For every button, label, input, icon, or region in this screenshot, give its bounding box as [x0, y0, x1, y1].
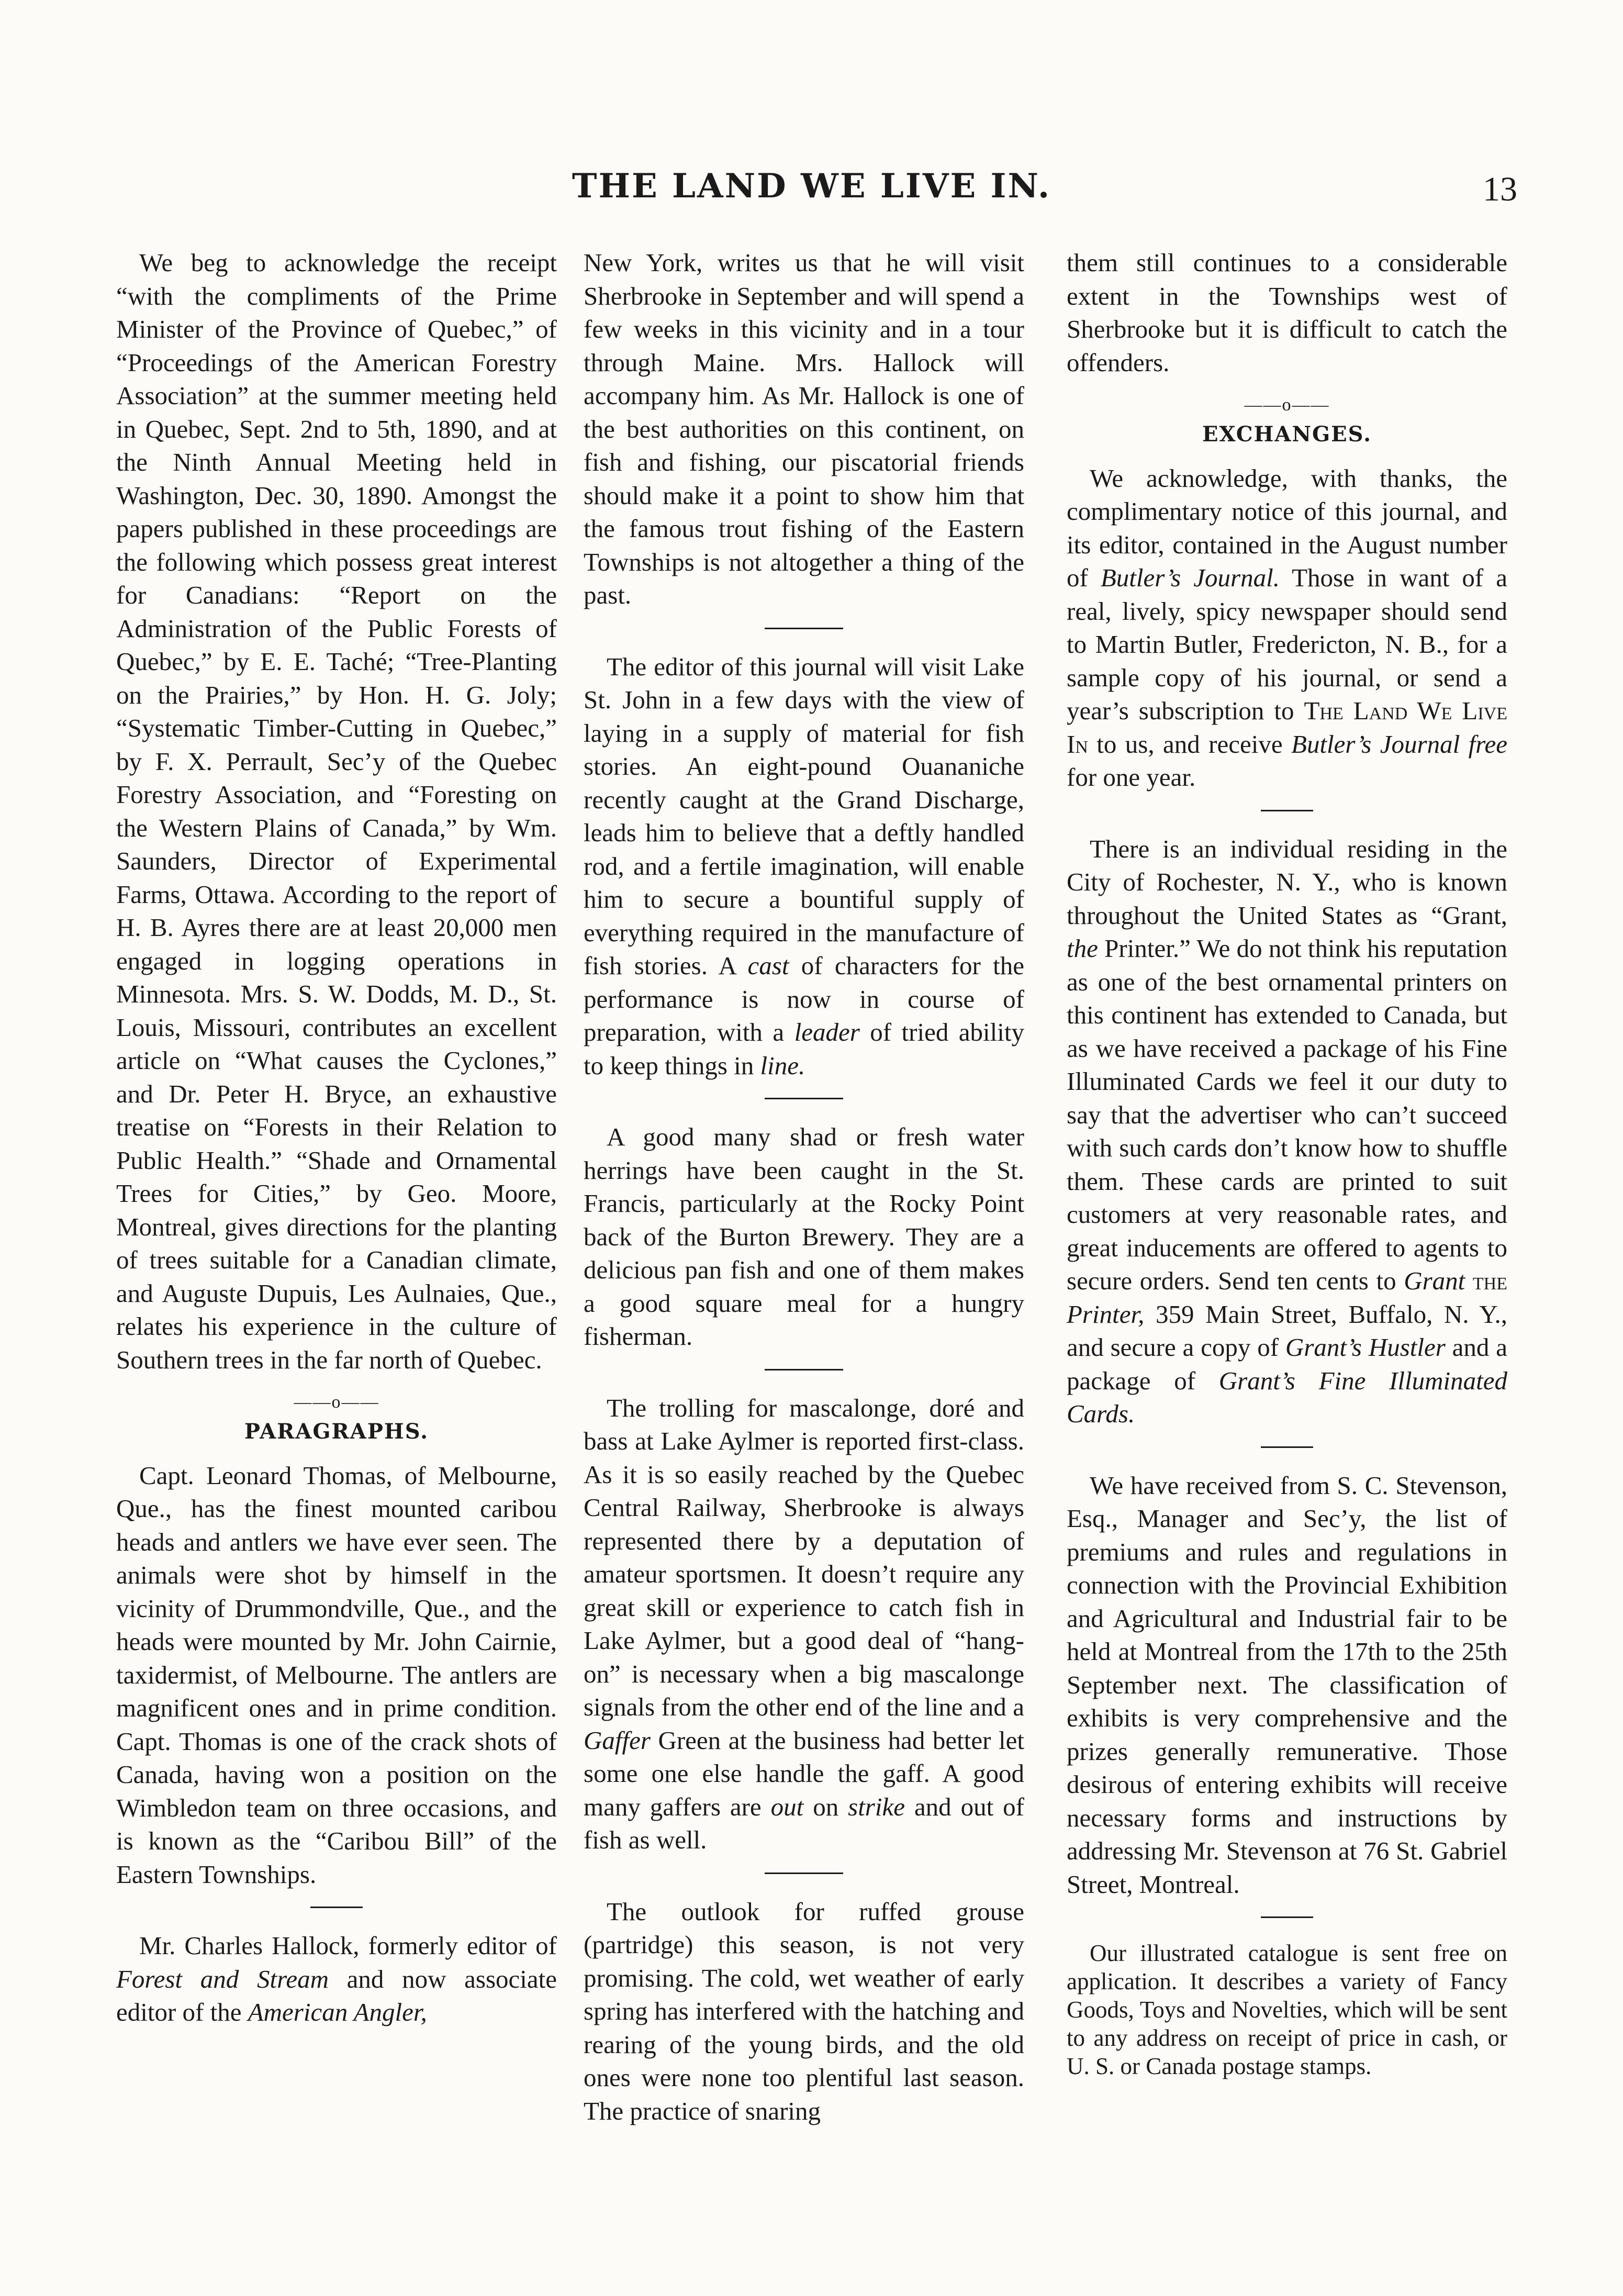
column-1	[116, 246, 557, 2029]
paragraph-lake-st-john: The editor of this journal will visit Lake St. John in a few days with the view of laying in a supply of material for fish stories. An eight-pound Ouananiche recently caught at the Grand Discharge, leads him to believe that a deftly handled rod, and a fertile imagination, will enable him to secure a bountiful supply of everything required in the manufacture of fish stories. A cast of characters for the performance is now in course of preparation, with a leader of tried ability to keep things in line.	[584, 652, 1024, 1080]
paragraph-shad: A good many shad or fresh water herrings have been caught in the St. Francis, particularly at the Rocky Point back of the Burton Brewery. They are a delicious pan fish and one of them makes a good square meal for a hungry fisherman.	[584, 1122, 1024, 1351]
paragraph-hallock: Mr. Charles Hallock, formerly editor of Forest and Stream and now associate editor of the American Angler,	[116, 1931, 557, 2026]
paragraph-hallock-continued: New York, writes us that he will visit Sherbrooke in September and will spend a few weeks in this vicinity and in a tour through Maine. Mrs. Hallock will accompany him. As Mr. Hallock is one of the best authorities on this continent, on fish and fishing, our piscatorial friends should make it a point to show him that the famous trout fishing of the Eastern Townships is not altogether a thing of the past.	[584, 248, 1024, 609]
column-3	[1067, 246, 1507, 2080]
paragraph-exhibition: We have received from S. C. Stevenson, Esq., Manager and Sec’y, the list of premiums and rules and regulations in connection with the Provincial Exhibition and Agricultural and Industrial fair to be held at Montreal from the 17th to the 25th September next. The classification of exhibits is very comprehensive and the prizes generally remunerative. Those desirous of entering exhibits will receive necessary forms and instructions by addressing Mr. Stevenson at 76 St. Gabriel Street, Montreal.	[1067, 1470, 1507, 1899]
paragraph-forestry-proceedings: We beg to acknowledge the receipt “with the compliments of the Prime Minister of the Province of Quebec,” of “Proceedings of the American Forestry Association” at the summer meeting held in Quebec, Sept. 2nd to 5th, 1890, and at the Ninth Annual Meeting held in Washington, Dec. 30, 1890. Amongst the papers published in these proceedings are the following which possess great interest for Canadians: “Report on the Administration of the Public Forests of Quebec,” by E. E. Taché; “Tree-Planting on the Prairies,” by Hon. H. G. Joly; “Systematic Timber-Cutting in Quebec,” by F. X. Perrault, Sec’y of the Quebec Forestry Association, and “Foresting on the Western Plains of Canada,” by Wm. Saunders, Director of Experimental Farms, Ottawa. According to the report of H. B. Ayres there are at least 20,000 men engaged in logging operations in Minnesota. Mrs. S. W. Dodds, M. D., St. Louis, Missouri, contributes an excellent article on “What causes the Cyclones,” and Dr. Peter H. Bryce, an exhaustive treatise on “Forests in their Relation to Public Health.” “Shade and Ornamental Trees for Cities,” by Geo. Moore, Montreal, gives directions for the planting of trees suitable for a Canadian climate, and Auguste Dupuis, Les Aulnaies, Que., relates his experience in the culture of Southern trees in the far north of Quebec.	[116, 248, 557, 1374]
paragraph-grant-printer: There is an individual residing in the City of Rochester, N. Y., who is known throughout the United States as “Grant, the Printer.” We do not think his reputation as one of the best ornamental printers on this continent has extended to Canada, but as we have received a package of his Fine Illuminated Cards we feel it our duty to say that the advertiser who can’t succeed with such cards don’t know how to shuffle them. These cards are printed to suit customers at very reasonable rates, and great inducements are offered to agents to secure orders. Send ten cents to Grant the Printer, 359 Main Street, Buffalo, N. Y., and secure a copy of Grant’s Hustler and a package of Grant’s Fine Illuminated Cards.	[1067, 834, 1508, 1428]
divider-rule	[1261, 810, 1313, 811]
divider-rule	[765, 1873, 843, 1874]
paragraph-caribou: Capt. Leonard Thomas, of Melbourne, Que., has the finest mounted caribou heads and antlers we have ever seen. The animals were shot by himself in the vicinity of Drummondville, Que., and the heads were mounted by Mr. John Cairnie, taxidermist, of Melbourne. The antlers are magnificent ones and in prime condition. Capt. Thomas is one of the crack shots of Canada, having won a position on the Wimbledon team on three occasions, and is known as the “Caribou Bill” of the Eastern Townships.	[116, 1461, 557, 1889]
divider-rule	[765, 628, 843, 629]
paragraph-mascalonge: The trolling for mascalonge, doré and bass at Lake Aylmer is reported first-class. As it is so easily reached by the Quebec Central Railway, Sherbrooke is always represented there by a deputation of amateur sportsmen. It doesn’t require any great skill or experience to catch fish in Lake Aylmer, but a good deal of “hang-on” is necessary when a big mascalonge signals from the other end of the line and a Gaffer Green at the business had better let some one else handle the gaff. A good many gaffers are out on strike and out of fish as well.	[584, 1393, 1024, 1854]
section-ornament: ——o——	[1244, 395, 1330, 415]
section-heading-exchanges: EXCHANGES.	[1202, 422, 1372, 447]
page-title: THE LAND WE LIVE IN.	[572, 166, 1051, 206]
paragraph-grouse: The outlook for ruffed grouse (partridge) this season, is not very promising. The cold, wet weather of early spring has interfered with the hatching and rearing of the young birds, and the old ones were none too plentiful last season. The practice of snaring	[584, 1897, 1024, 2125]
divider-rule	[765, 1098, 843, 1099]
divider-rule	[310, 1907, 363, 1908]
divider-rule	[1261, 1916, 1313, 1918]
page-number: 13	[1483, 170, 1517, 208]
divider-rule	[1261, 1446, 1313, 1448]
paragraph-butlers-journal: We acknowledge, with thanks, the complimentary notice of this journal, and its editor, contained in the August number of Butler’s Journal. Those in want of a real, lively, spicy newspaper should send to Martin Butler, Fredericton, N. B., for a sample copy of his journal, or send a year’s subscription to The Land We Live In to us, and receive Butler’s Journal free for one year.	[1067, 463, 1507, 792]
divider-rule	[765, 1369, 843, 1370]
section-heading-paragraphs: PARAGRAPHS.	[244, 1419, 429, 1444]
page-header	[0, 166, 1623, 224]
column-2	[584, 246, 1024, 2127]
paragraph-catalogue: Our illustrated catalogue is sent free on application. It describes a variety of Fancy Goods, Toys and Novelties, which will be sent to any address on receipt of price in cash, or U. S. or Canada postage stamps.	[1067, 1940, 1507, 2079]
section-ornament: ——o——	[294, 1392, 379, 1412]
paragraph-grouse-continued: them still continues to a considerable extent in the Townships west of Sherbrooke but it is difficult to catch the offenders.	[1067, 248, 1507, 377]
